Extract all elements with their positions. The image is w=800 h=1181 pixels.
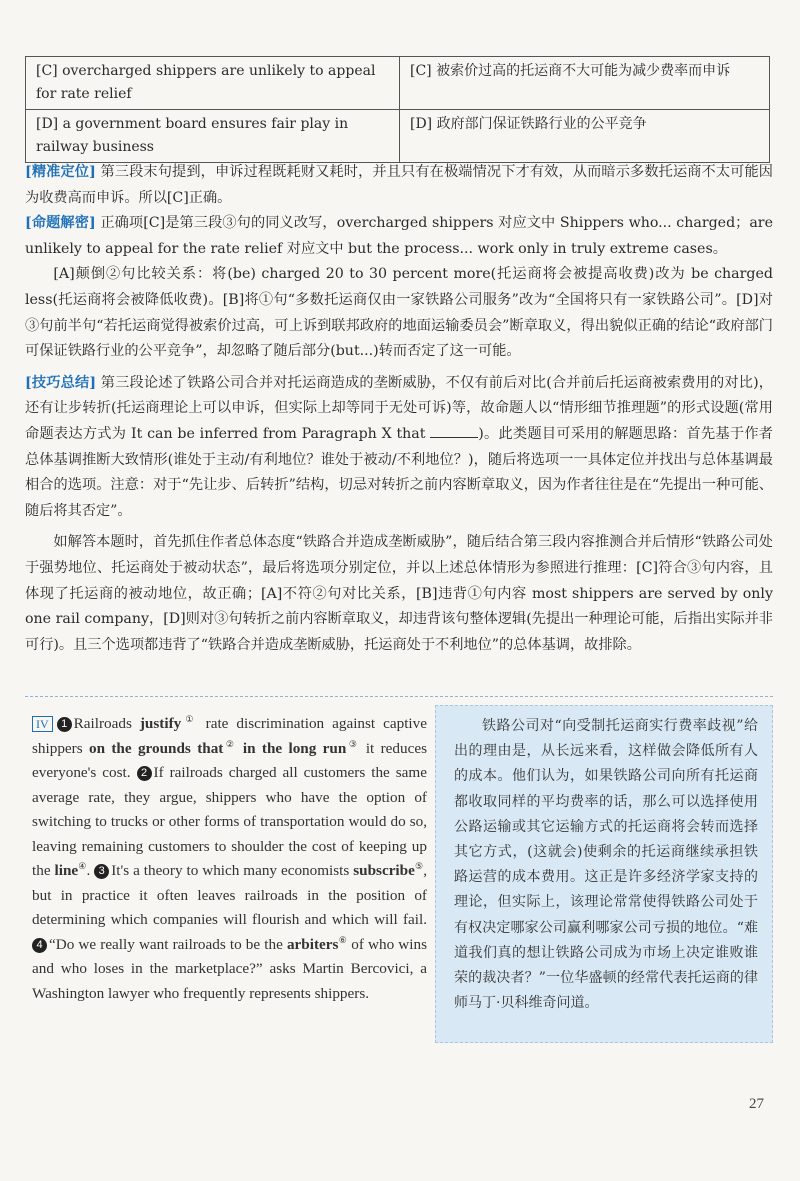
sentence-1-text-b: rate discrimination against captive shippers bbox=[32, 715, 427, 757]
option-c-chinese: [C] 被索价过高的托运商不大可能为减少费率而申诉 bbox=[400, 57, 770, 110]
analysis-paragraph-skill bbox=[25, 371, 773, 525]
answer-analysis bbox=[25, 160, 773, 658]
paragraph-number-badge: IV bbox=[32, 716, 53, 732]
footnote-mark-5: ⑤ bbox=[414, 860, 424, 871]
translation-text: 铁路公司对“向受制托运商实行费率歧视”给出的理由是，从长远来看，这样做会降低所有人的成本。他们认为，如果铁路公司向所有托运商都收取同样的平均费率的话，那么可以选择使用公路运输或其它运输方式的托运商将会转而选择其它方式，(这就会)使剩余的托运商继续承担铁路运营的成本费用。这正是许多经济学家支持的理论，但实际上，该理论常常使得铁路公司处于有权决定哪家公司赢利哪家公司亏损的地位。“难道我们真的想让铁路公司成为市场上决定谁败谁荣的裁决者？”一位华盛顿的经常代表托运商的律师马丁·贝科维奇问道。 bbox=[454, 718, 758, 1012]
option-c-english: [C] overcharged shippers are unlikely to appeal for rate relief bbox=[26, 57, 400, 110]
option-d-chinese: [D] 政府部门保证铁路行业的公平竞争 bbox=[400, 110, 770, 163]
passage-paragraph-4 bbox=[32, 712, 427, 1006]
decode-text: 正确项[C]是第三段③句的同义改写，overcharged shippers 对应文中 Shippers who... charged；are unlikely to appeal for the rate relief 对应文中 but the process... work only in truly extreme cases。 bbox=[25, 215, 773, 257]
vocab-arbiters: arbiters bbox=[286, 935, 339, 953]
fill-blank-line bbox=[430, 423, 478, 438]
sentence-4-text: “Do we really want railroads to be the bbox=[49, 935, 287, 953]
option-row-c bbox=[26, 57, 770, 110]
skill-text-a: 第三段论述了铁路公司合并对托运商造成的垄断威胁，不仅有前后对比(合并前后托运商被索费用的对比)，还有让步转折(托运商理论上可以申诉，但实际上却等同于无处可诉)等，故命题人以“情形细节推理题”的形式设题(常用命题表达方式为 It can be inferred from Paragraph X that bbox=[25, 374, 773, 442]
option-d-english: [D] a government board ensures fair play in railway business bbox=[26, 110, 400, 163]
footnote-mark-1: ① bbox=[181, 713, 198, 724]
vocab-subscribe: subscribe bbox=[353, 862, 415, 879]
location-text: 第三段末句提到，申诉过程既耗财又耗时，并且只有在极端情况下才有效，从而暗示多数托运商不太可能因为收费高而申诉。所以[C]正确。 bbox=[25, 164, 773, 206]
analysis-paragraph-decode bbox=[25, 211, 773, 262]
skill-text-b: )。此类题目可采用的解题思路：首先基于作者总体基调推断大致情形(谁处于主动/有利地位？谁处于被动/不利地位？)，随后将选项一一具体定位并找出与总体基调最相合的选项。注意：对于“先让步、后转折”结构，切忌对转折之前内容断章取义，因为作者往往是在“先提出一种可能、随后将其否定”。 bbox=[25, 425, 773, 519]
vocab-in-the-long-run: in the long run bbox=[242, 739, 347, 757]
sentence-number-4: 4 bbox=[32, 938, 47, 953]
tag-precise-location: [精准定位] bbox=[25, 164, 96, 180]
section-divider bbox=[25, 696, 773, 697]
tag-question-decode: [命题解密] bbox=[25, 215, 96, 232]
analysis-paragraph-location bbox=[25, 160, 773, 211]
sentence-3-text: It's a theory to which many economists bbox=[111, 862, 354, 879]
vocab-justify: justify bbox=[139, 715, 182, 732]
sentence-2-end: . bbox=[86, 862, 95, 879]
footnote-mark-6: ⑥ bbox=[338, 934, 348, 945]
vocab-on-the-grounds-that: on the grounds that bbox=[88, 739, 224, 757]
analysis-paragraph-example: 如解答本题时，首先抓住作者总体态度“铁路合并造成垄断威胁”，随后结合第三段内容推测合并后情形“铁路公司处于强势地位、托运商处于被动状态”，最后将选项分别定位，并以上述总体情形为参照进行推理：[C]符合③句内容，且体现了托运商的被动地位，故正确；[A]不符②句对比关系，[B]违背①句内容 most shippers are served by only one rail company，[D]则对③句转折之前内容断章取义，却违背该句整体逻辑(先提出一种理论可能，后指出实际并非可行)。且三个选项都违背了“铁路合并造成垄断威胁，托运商处于不利地位”的总体基调，故排除。 bbox=[25, 534, 773, 653]
page-number: 27 bbox=[749, 1096, 764, 1112]
footnote-mark-2: ② bbox=[223, 738, 237, 749]
sentence-4-text-b: of who wins and who loses in the marketplace?” asks Martin Bercovici, a Washington lawyer who frequently represents shippers. bbox=[32, 935, 427, 1002]
translation-box bbox=[435, 705, 773, 1043]
footnote-mark-4: ④ bbox=[78, 860, 87, 871]
sentence-3-text-b: , but in practice it often leaves railroads in the position of determining which companies will flourish and which will fail. bbox=[32, 862, 427, 928]
options-table bbox=[25, 56, 770, 163]
sentence-2-text: If railroads charged all customers the same average rate, they argue, shippers who have the option of switching to trucks or other forms of transportation would do so, leaving remaining customers to shoulder the cost of keeping up the bbox=[32, 764, 427, 879]
sentence-1-text-c: it reduces everyone's cost. bbox=[32, 739, 427, 781]
sentence-1-text: Railroads bbox=[73, 715, 140, 732]
analysis-paragraph-distractors: [A]颠倒②句比较关系：将(be) charged 20 to 30 percent more(托运商将会被提高收费)改为 be charged less(托运商将会被降低收费)。[B]将①句“多数托运商仅由一家铁路公司服务”改为“全国将只有一家铁路公司”。[D]对③句前半句“若托运商觉得被索价过高，可上诉到联邦政府的地面运输委员会”断章取义，得出貌似正确的结论“政府部门可保证铁路行业的公平竞争”，却忽略了随后部分(but...)转而否定了这一可能。 bbox=[25, 266, 773, 360]
vocab-line: line bbox=[54, 862, 79, 879]
sentence-number-2: 2 bbox=[137, 766, 152, 781]
option-row-d bbox=[26, 110, 770, 163]
sentence-number-1: 1 bbox=[57, 717, 72, 732]
tag-skill-summary: [技巧总结] bbox=[25, 374, 97, 391]
sentence-number-3: 3 bbox=[94, 864, 109, 879]
footnote-mark-3: ③ bbox=[346, 738, 360, 749]
